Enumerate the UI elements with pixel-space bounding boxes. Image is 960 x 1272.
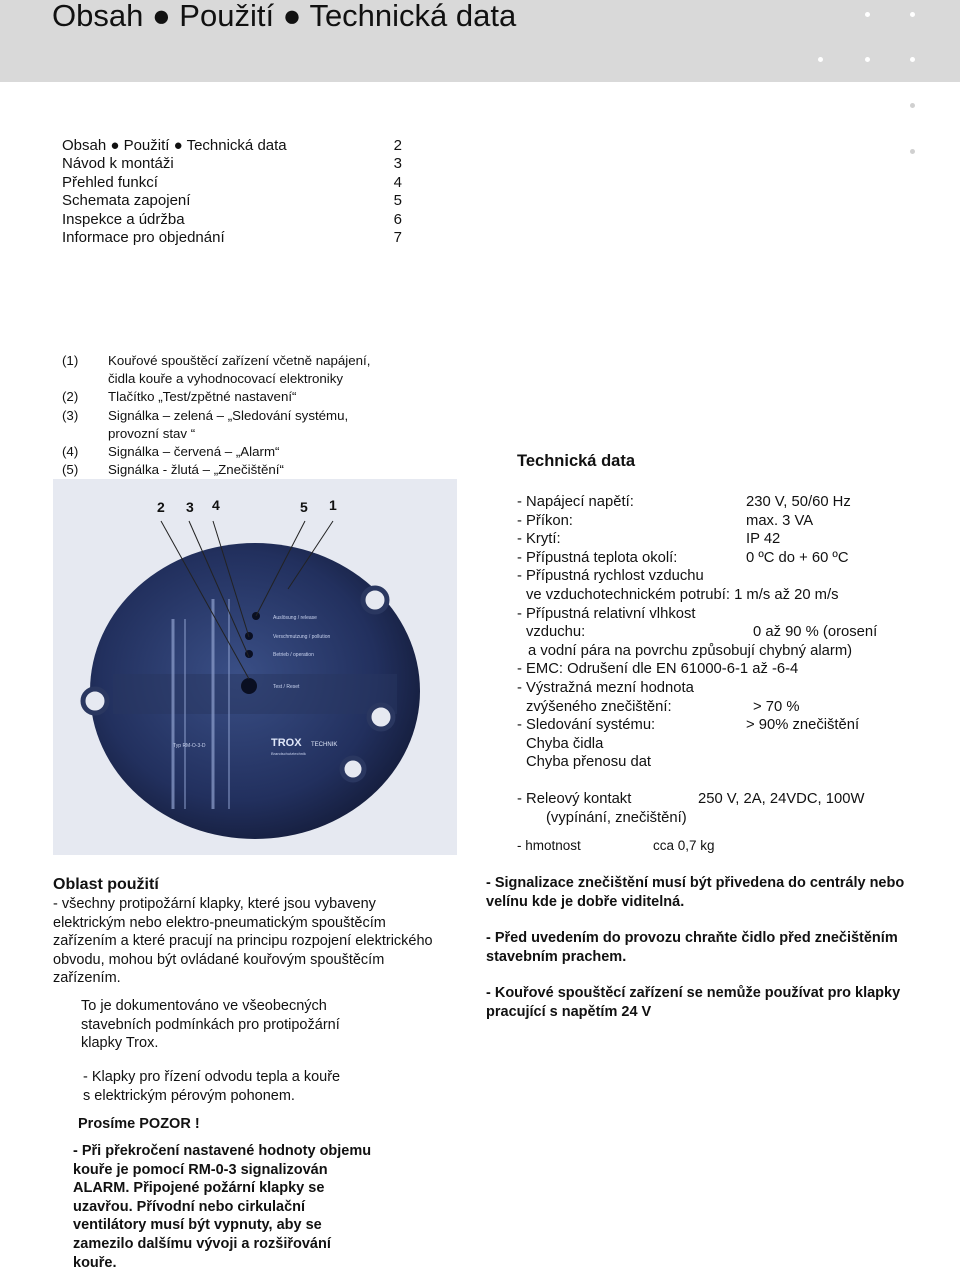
- usage-smoke-dampers: - Klapky pro řízení odvodu tepla a kouře s elektrickým pérovým pohonem.: [83, 1069, 341, 1104]
- device-label: Auslösung / release: [273, 615, 317, 621]
- decor-dot: [910, 149, 915, 154]
- spec-label: - Sledování systému:: [517, 717, 656, 734]
- toc-item[interactable]: Schemata zapojení 5: [62, 192, 402, 210]
- spec-value: > 70 %: [753, 698, 800, 715]
- table-of-contents: [62, 137, 402, 247]
- note-item: - Kouřové spouštěcí zařízení se nemůže používat pro klapky pracující s napětím 24 V: [486, 985, 901, 1020]
- legend-item: (2) Tlačítko „Test/zpětné nastavení“: [62, 389, 297, 405]
- weight-value: cca 0,7 kg: [653, 838, 715, 853]
- spec-value: max. 3 VA: [746, 512, 814, 529]
- callout-label: 2: [157, 499, 165, 515]
- mounting-hole: [363, 588, 387, 612]
- tech-data-title: Technická data: [517, 452, 635, 470]
- device-label: Verschmutzung / pollution: [273, 634, 331, 640]
- device-label: Test / Reset: [273, 684, 300, 690]
- note-item: - Před uvedením do provozu chraňte čidlo před znečištěním stavebním prachem.: [486, 930, 898, 965]
- page-header: [0, 0, 960, 82]
- device-photo: [53, 479, 457, 855]
- device-illustration: [53, 479, 457, 855]
- spec-label: Chyba čidla: [526, 735, 604, 752]
- spec-label: - Přípustná relativní vlhkost: [517, 605, 696, 622]
- spec-label: - EMC: Odrušení dle EN 61000-6-1 až -6-4: [517, 661, 799, 678]
- callout-label: 1: [329, 497, 337, 513]
- callout-label: 5: [300, 499, 308, 515]
- toc-item[interactable]: Obsah ● Použití ● Technická data 2: [62, 137, 402, 154]
- decor-dot: [910, 103, 915, 108]
- spec-label: zvýšeného znečištění:: [526, 698, 672, 715]
- legend-item: (5) Signálka - žlutá – „Znečištění“: [62, 462, 284, 478]
- device-label: Typ RM-O-3-D: [173, 743, 206, 749]
- spec-value: 230 V, 50/60 Hz: [746, 494, 851, 510]
- legend-item: čidla kouře a vyhodnocovací elektroniky: [108, 371, 344, 387]
- toc-item[interactable]: Přehled funkcí 4: [62, 173, 402, 191]
- toc-item[interactable]: Inspekce a údržba 6: [62, 210, 402, 228]
- callout-label: 4: [212, 497, 220, 513]
- alarm-warning: - Při překročení nastavené hodnoty objemu kouře je pomocí RM-0-3 signalizován ALARM. Připojené požární klapky se uzavřou. Přívodní nebo cirkulační ventilátory musí být vypnuty, aby se zamezilo dalšímu vývoji a rozšiřování kouře.: [73, 1143, 372, 1271]
- mounting-hole: [342, 758, 364, 780]
- page-title: Obsah ● Použití ● Technická data: [52, 0, 517, 33]
- decor-dot: [910, 12, 915, 17]
- spec-value: 0 ºC do + 60 ºC: [746, 549, 849, 566]
- decor-dot: [865, 57, 870, 62]
- relay-label: - Releový kontakt: [517, 791, 632, 807]
- spec-label: - Výstražná mezní hodnota: [517, 680, 694, 696]
- spec-label: Chyba přenosu dat: [526, 754, 652, 771]
- spec-value: IP 42: [746, 531, 781, 548]
- important-notes: [486, 874, 906, 1039]
- relay-note: (vypínání, znečištění): [546, 809, 687, 826]
- device-label: Brandschutztechnik: [271, 751, 306, 756]
- spec-label: vzduchu:: [526, 624, 586, 641]
- test-reset-button[interactable]: [241, 678, 257, 694]
- callout-label: 3: [186, 499, 194, 515]
- brand-logo-sub: TECHNIK: [311, 742, 338, 748]
- spec-label: - Napájecí napětí:: [517, 494, 634, 510]
- spec-label: - Příkon:: [517, 512, 573, 529]
- spec-label: - Přípustná rychlost vzduchu: [517, 568, 704, 585]
- relay-value: 250 V, 2A, 24VDC, 100W: [698, 791, 865, 807]
- usage-title: Oblast použití: [53, 876, 159, 893]
- mounting-hole: [83, 689, 107, 713]
- note-item: - Signalizace znečištění musí být přivedena do centrály nebo velínu kde je dobře viditelná.: [486, 875, 905, 910]
- decor-dot: [910, 57, 915, 62]
- legend-item: provozní stav “: [108, 425, 196, 441]
- weight-label: - hmotnost: [517, 838, 581, 853]
- legend-item: (3) Signálka – zelená – „Sledování systému,: [62, 407, 349, 423]
- toc-item[interactable]: Informace pro objednání 7: [62, 228, 402, 246]
- decor-dot: [865, 12, 870, 17]
- spec-value: 0 až 90 % (orosení: [753, 624, 878, 641]
- device-label: Betrieb / operation: [273, 652, 314, 658]
- spec-label: - Přípustná teplota okolí:: [517, 549, 678, 566]
- legend-item: (4) Signálka – červená – „Alarm“: [62, 444, 280, 460]
- spec-label: a vodní pára na povrchu způsobují chybný alarm): [528, 642, 853, 659]
- usage-text: - všechny protipožární klapky, které jsou vybaveny elektrickým nebo elektro-pneumatickým spouštěcím zařízením a které pracují na principu rozpojení elektrického obvodu, mohou být ovládané kouřovým spouštěcím zařízením.: [53, 896, 433, 986]
- spec-label: - Krytí:: [517, 531, 561, 548]
- attention-heading: Prosíme POZOR !: [78, 1116, 200, 1132]
- decor-dot: [818, 57, 823, 62]
- component-legend: [62, 352, 370, 479]
- spec-label: ve vzduchotechnickém potrubí: 1 m/s až 20 m/s: [526, 587, 839, 603]
- toc-item[interactable]: Návod k montáži 3: [62, 155, 402, 173]
- legend-item: (1) Kouřové spouštěcí zařízení včetně napájení,: [62, 353, 371, 368]
- mounting-hole: [369, 705, 393, 729]
- brand-logo: TROX: [271, 737, 302, 749]
- usage-documentation-note: To je dokumentováno ve všeobecných stavebních podmínkách pro protipožární klapky Trox.: [81, 998, 340, 1051]
- spec-value: > 90% znečištění: [746, 717, 860, 734]
